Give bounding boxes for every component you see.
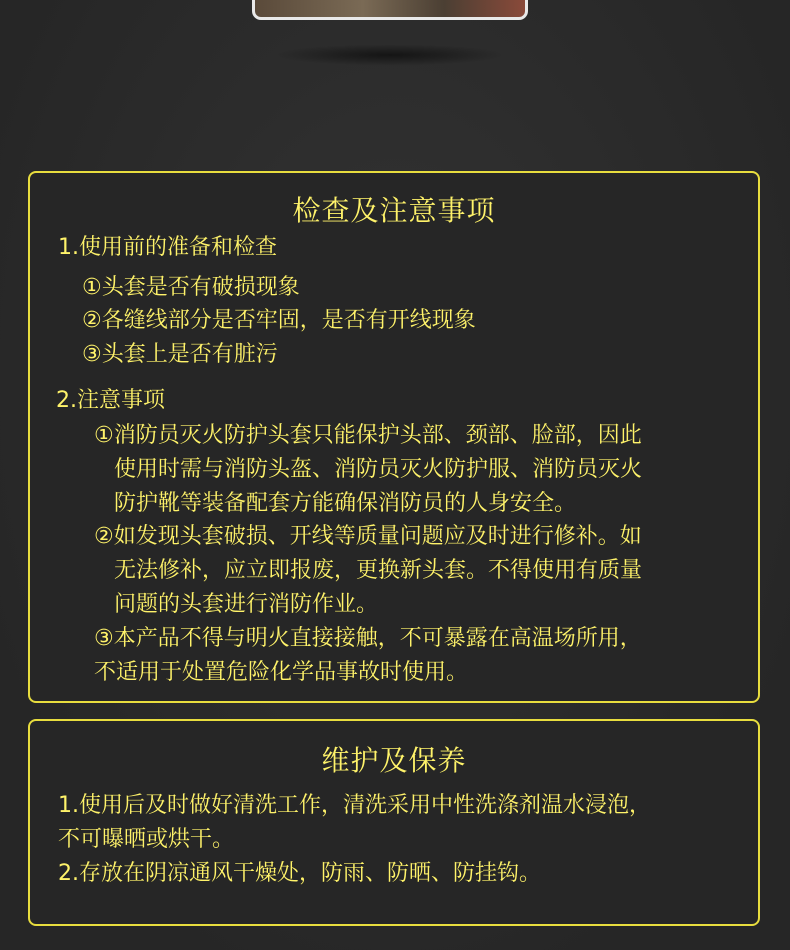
pre-use-heading: 1.使用前的准备和检查 <box>58 235 277 260</box>
note-item <box>94 419 642 521</box>
maintenance-panel <box>28 719 760 926</box>
inspection-panel <box>28 171 760 703</box>
check-item: ①头套是否有破损现象 <box>82 275 300 300</box>
maintenance-line: 不可曝晒或烘干。 <box>58 827 235 852</box>
photo-shadow <box>275 44 505 66</box>
maintenance-line: 2.存放在阴凉通风干燥处，防雨、防晒、防挂钩。 <box>58 861 541 886</box>
note-line: 防护靴等装备配套方能确保消防员的人身安全。 <box>114 491 577 516</box>
maintenance-title: 维护及保养 <box>321 744 467 777</box>
notes-heading: 2.注意事项 <box>56 388 165 413</box>
inspection-title: 检查及注意事项 <box>292 194 496 227</box>
note-line: 无法修补，应立即报废，更换新头套。不得使用有质量 <box>114 558 643 583</box>
note-line: ①消防员灭火防护头套只能保护头部、颈部、脸部，因此 <box>94 423 642 448</box>
note-item <box>94 520 642 622</box>
note-line: 问题的头套进行消防作业。 <box>114 592 379 617</box>
note-line: 使用时需与消防头盔、消防员灭火防护服、消防员灭火 <box>114 457 643 482</box>
note-line: ②如发现头套破损、开线等质量问题应及时进行修补。如 <box>94 524 642 549</box>
note-line: ③本产品不得与明火直接接触，不可暴露在高温场所用， <box>94 626 642 651</box>
note-line: 不适用于处置危险化学品事故时使用。 <box>94 660 469 685</box>
note-item <box>94 622 642 690</box>
check-item: ②各缝线部分是否牢固，是否有开线现象 <box>82 308 476 333</box>
product-photo <box>252 0 528 20</box>
check-item: ③头套上是否有脏污 <box>82 342 278 367</box>
maintenance-line: 1.使用后及时做好清洗工作，清洗采用中性洗涤剂温水浸泡， <box>58 793 651 818</box>
